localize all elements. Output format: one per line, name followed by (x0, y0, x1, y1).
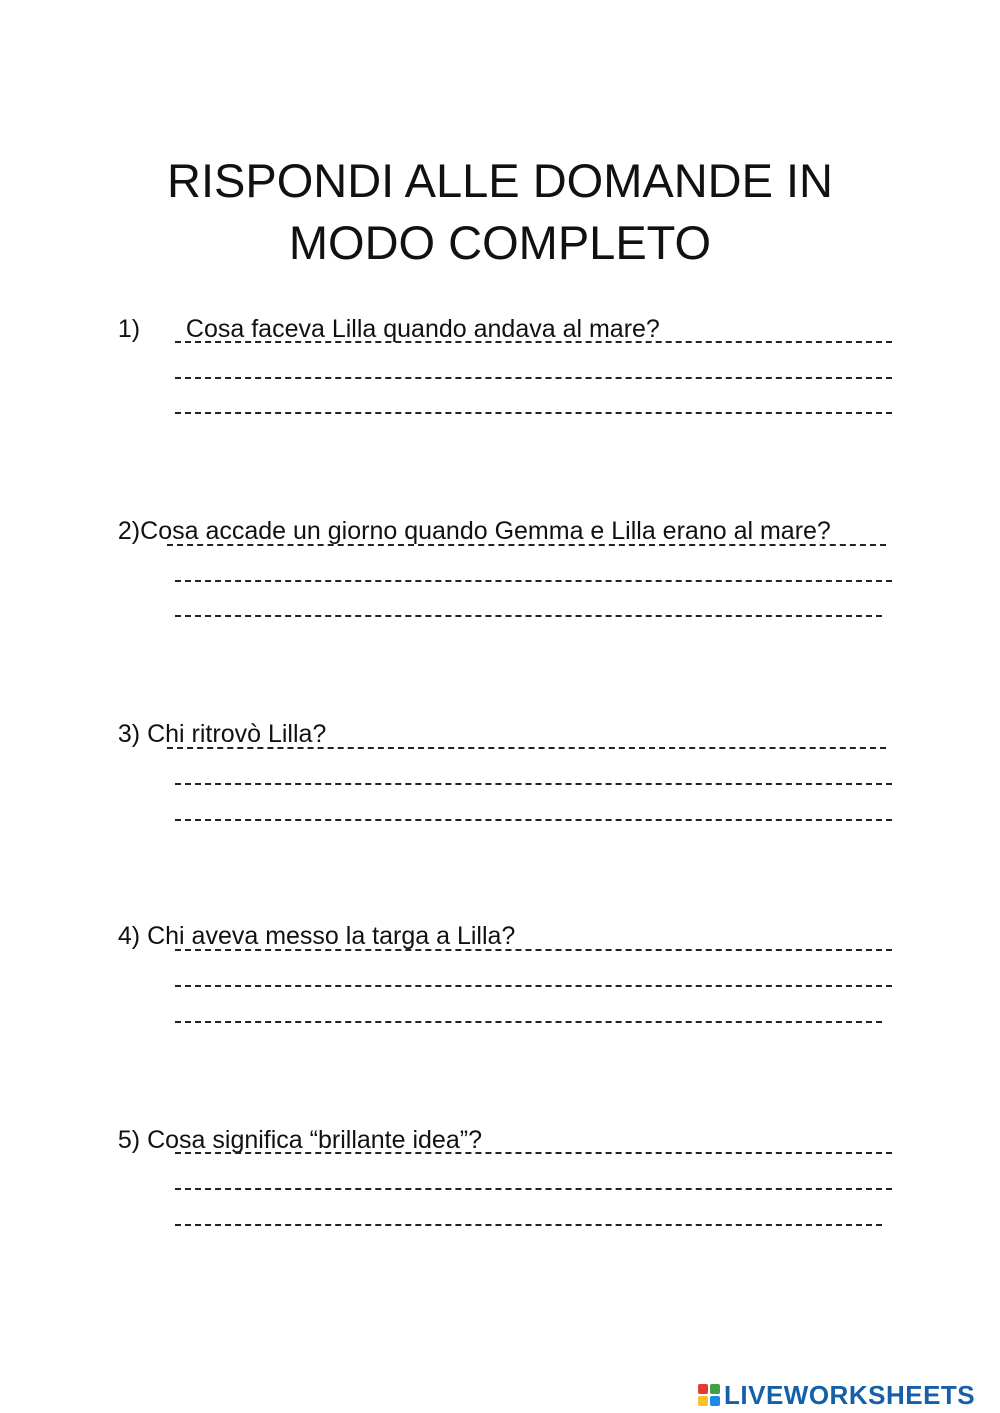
answer-line[interactable] (175, 615, 882, 617)
answer-line[interactable] (167, 544, 886, 546)
title-line-2: MODO COMPLETO (288, 216, 712, 269)
answer-line[interactable] (175, 1188, 892, 1190)
answer-line[interactable] (175, 1021, 882, 1023)
question-text: 3) Chi ritrovò Lilla? (117, 720, 327, 748)
answer-line[interactable] (167, 747, 886, 749)
answer-line[interactable] (175, 985, 892, 987)
logo-text: LIVEWORKSHEETS (724, 1379, 976, 1410)
question-text: 4) Chi aveva messo la targa a Lilla? (117, 922, 516, 950)
question-number: 1) (117, 315, 141, 343)
answer-line[interactable] (175, 819, 892, 821)
question-text: 2)Cosa accade un giorno quando Gemma e Lilla erano al mare? (117, 517, 831, 545)
worksheet-title (100, 150, 900, 274)
answer-line[interactable] (175, 1152, 892, 1154)
answer-line[interactable] (175, 580, 892, 582)
answer-line[interactable] (175, 341, 892, 343)
logo-square (698, 1384, 708, 1394)
logo-square (710, 1396, 720, 1406)
answer-line[interactable] (175, 377, 892, 379)
question-text: 5) Cosa significa “brillante idea”? (117, 1126, 482, 1154)
title-line-1: RISPONDI ALLE DOMANDE IN (167, 154, 833, 207)
logo-square (698, 1396, 708, 1406)
liveworksheets-logo (698, 1378, 975, 1412)
answer-line[interactable] (175, 1224, 882, 1226)
question-2 (104, 486, 831, 546)
question-5 (104, 1095, 482, 1155)
question-1 (104, 284, 660, 344)
answer-line[interactable] (175, 412, 892, 414)
question-3 (104, 689, 326, 749)
logo-square (710, 1384, 720, 1394)
question-text: Cosa faceva Lilla quando andava al mare? (185, 315, 660, 343)
answer-line[interactable] (175, 783, 892, 785)
answer-line[interactable] (175, 949, 892, 951)
question-4 (104, 891, 515, 951)
logo-mark-icon (698, 1384, 720, 1406)
